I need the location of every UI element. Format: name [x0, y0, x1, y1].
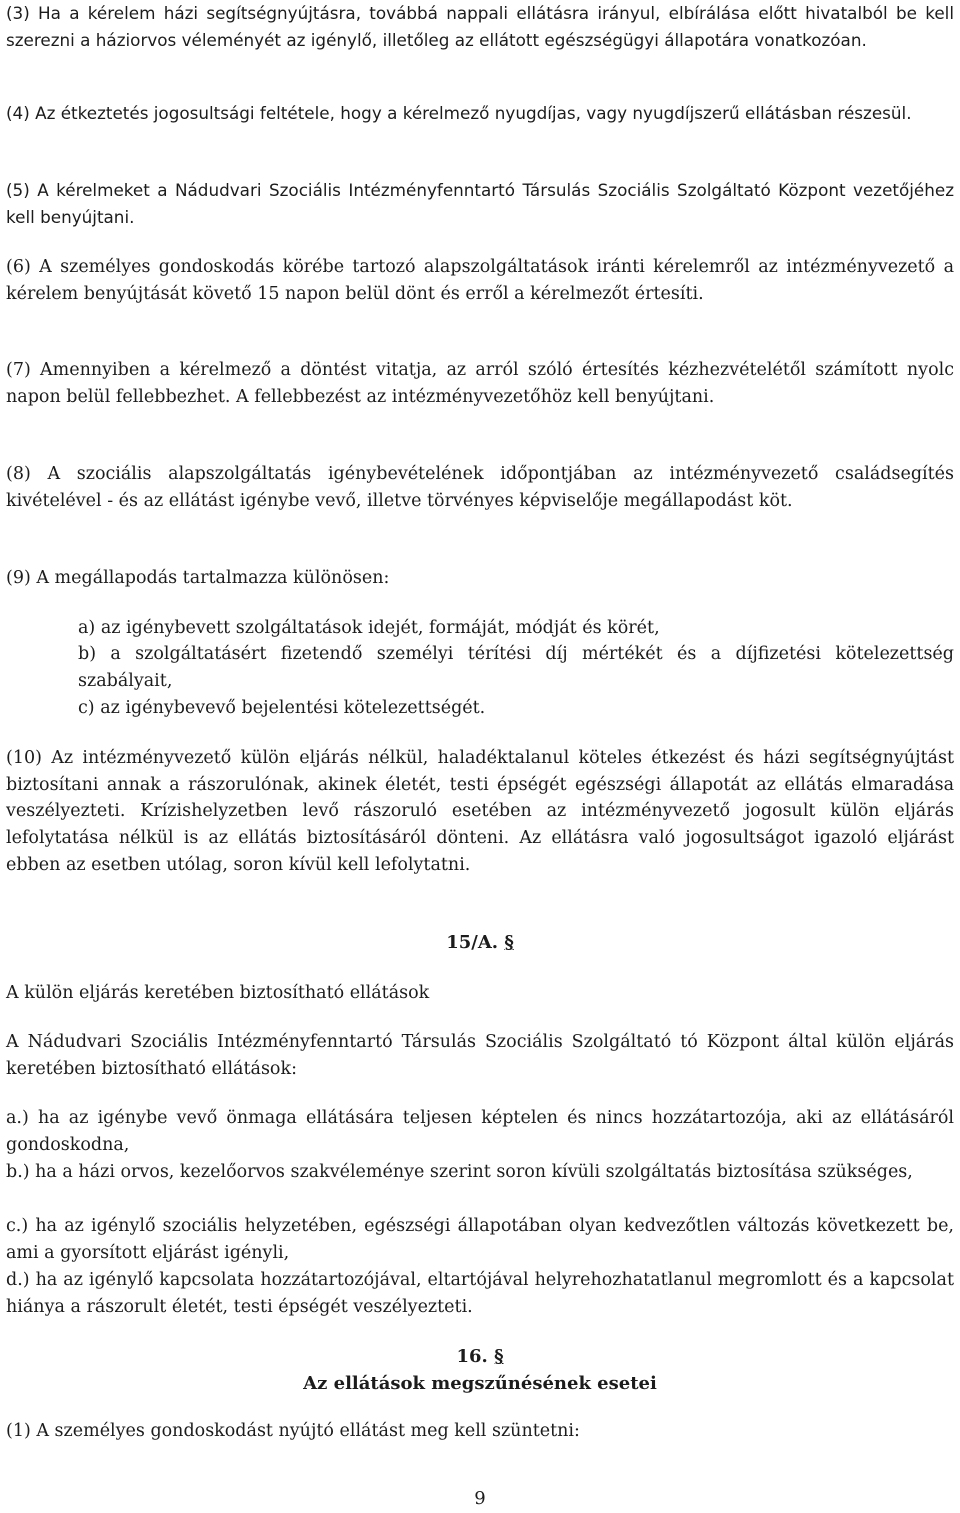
- paragraph-10: (10) Az intézményvezető külön eljárás nélkül, haladéktalanul köteles étkezést és házi segítségnyújtást biztosítani annak a rászorulónak, akinek életét, testi épségét egészségi állapotát az ellátás elmaradása veszélyezteti. Krízishelyzetben levő rászoruló esetében az intézményvezető jogosult külön eljárás lefolytatása nélkül is az ellátás biztosításáról dönteni. Az ellátásra való jogosultságot igazoló eljárást ebben az esetben utólag, soron kívül kell lefolytatni.: [6, 748, 954, 875]
- paragraph-8: (8) A szociális alapszolgáltatás igénybevételének időpontjában az intézményvezető családsegítés kivételével - és az ellátást igénybe vevő, illetve törvényes képviselője megállapodást köt.: [6, 464, 954, 511]
- section-16-heading: [6, 1344, 954, 1370]
- list-item-a: a.) ha az igénybe vevő önmaga ellátására teljesen képtelen és nincs hozzátartozója, aki az ellátásáról gondoskodna,: [6, 1108, 954, 1155]
- paragraph-7: (7) Amennyiben a kérelmező a döntést vitatja, az arról szóló értesítés kézhezvételétől számított nyolc napon belül fellebbezhet. A fellebbezést az intézményvezetőhöz kell benyújtani.: [6, 360, 954, 407]
- paragraph-4: (4) Az étkeztetés jogosultsági feltétele, hogy a kérelmező nyugdíjas, vagy nyugdíjszerű ellátásban részesül.: [6, 103, 912, 123]
- section-15a-heading: [6, 930, 954, 956]
- section-15a-intro: A Nádudvari Szociális Intézményfenntartó Társulás Szociális Szolgáltató tó Központ által külön eljárás keretében biztosítható ellátások:: [6, 1032, 954, 1079]
- paragraph-5: (5) A kérelmeket a Nádudvari Szociális Intézményfenntartó Társulás Szociális Szolgáltató Központ vezetőjéhez kell benyújtani.: [6, 180, 954, 227]
- section-16-title: Az ellátások megszűnésének esetei: [303, 1373, 657, 1394]
- paragraph-9: (9) A megállapodás tartalmazza különösen:: [6, 568, 390, 588]
- section-sign: §: [504, 932, 514, 953]
- section-15a-number: 15/A.: [446, 932, 499, 953]
- list-item-c: c.) ha az igénylő szociális helyzetében, egészségi állapotában olyan kedvezőtlen változás következett be, ami a gyorsított eljárást igényli,: [6, 1216, 954, 1263]
- section-16-paragraph-1: (1) A személyes gondoskodást nyújtó ellátást meg kell szüntetni:: [6, 1421, 580, 1441]
- list-item-9b: b) a szolgáltatásért fizetendő személyi térítési díj mértékét és a díjfizetési kötelezettség szabályait,: [78, 644, 954, 691]
- page-number: 9: [474, 1488, 486, 1509]
- list-item-d: d.) ha az igénylő kapcsolata hozzátartozójával, eltartójával helyrehozhatatlanul megromlott és a kapcsolat hiánya a rászorult életét, testi épségét veszélyezteti.: [6, 1270, 954, 1317]
- section-15a-subtitle: A külön eljárás keretében biztosítható ellátások: [6, 983, 430, 1003]
- section-16-number: 16.: [456, 1346, 488, 1367]
- list-item-b: b.) ha a házi orvos, kezelőorvos szakvéleménye szerint soron kívüli szolgáltatás biztosítása szükséges,: [6, 1162, 913, 1182]
- list-item-9c: c) az igénybevevő bejelentési kötelezettségét.: [78, 698, 486, 718]
- paragraph-3: (3) Ha a kérelem házi segítségnyújtásra, továbbá nappali ellátásra irányul, elbírálása előtt hivatalból be kell szerezni a háziorvos véleményét az igénylő, illetőleg az ellátott egészségügyi állapotára vonatkozóan.: [6, 3, 954, 50]
- section-sign: §: [494, 1346, 504, 1367]
- list-item-9a: a) az igénybevett szolgáltatások idejét, formáját, módját és körét,: [78, 618, 660, 638]
- paragraph-6: (6) A személyes gondoskodás körébe tartozó alapszolgáltatások iránti kérelemről az intézményvezető a kérelem benyújtását követő 15 napon belül dönt és erről a kérelmezőt értesíti.: [6, 257, 954, 304]
